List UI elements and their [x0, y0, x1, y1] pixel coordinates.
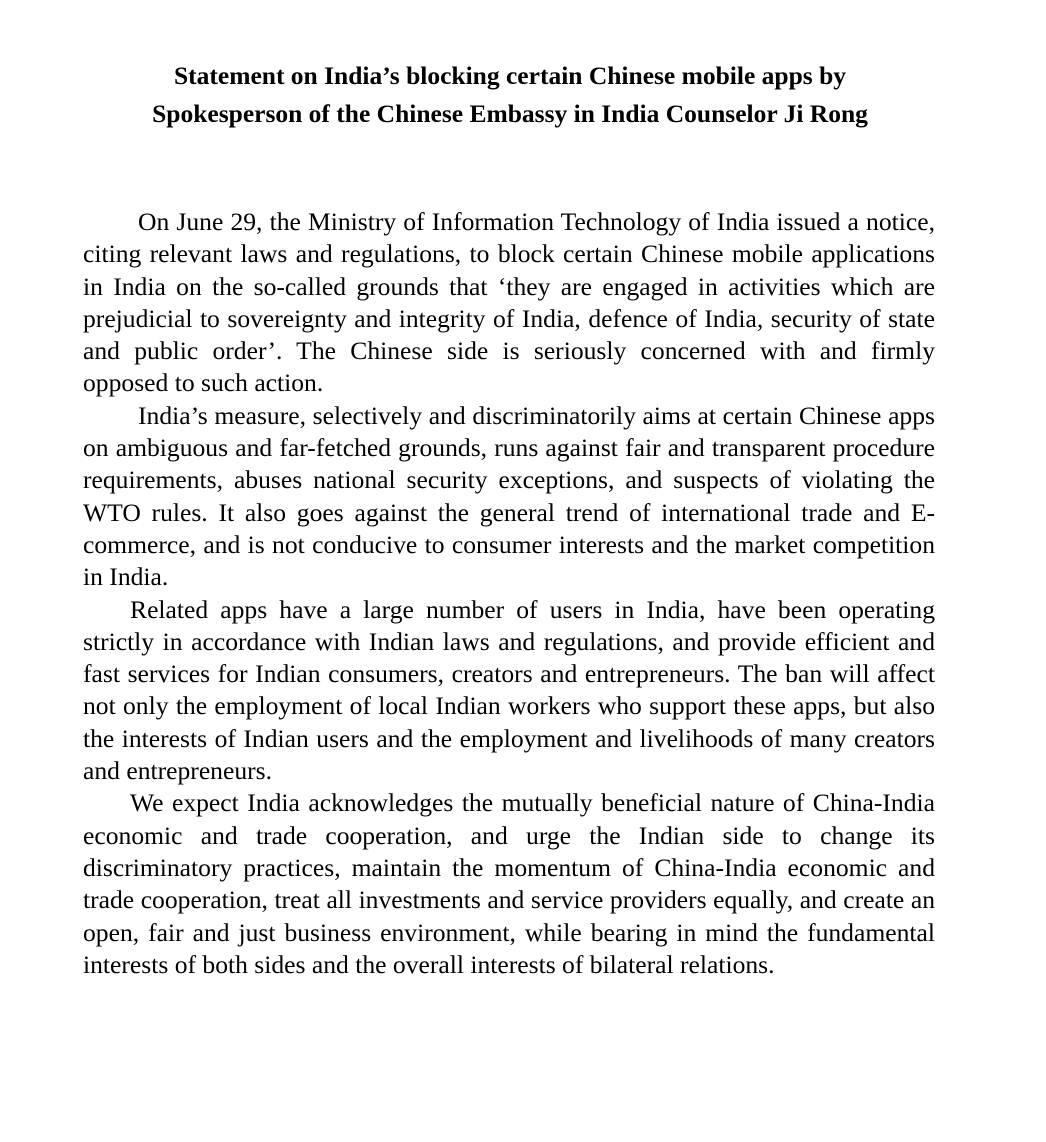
paragraph-wto-concerns: India’s measure, selectively and discriminatorily aims at certain Chinese apps on ambiguous and far-fetched grounds, runs against fair and transparent procedure requirements, abuses national security exceptions, and suspects of violating the WTO rules. It also goes against the general trend of international trade and E-commerce, and is not conducive to consumer interests and the market competition in India.	[83, 400, 935, 592]
document-title	[40, 57, 980, 133]
paragraph-expectations: We expect India acknowledges the mutually beneficial nature of China-India economic and trade cooperation, and urge the Indian side to change its discriminatory practices, maintain the momentum of China-India economic and trade cooperation, treat all investments and service providers equally, and create an open, fair and just business environment, while bearing in mind the fundamental interests of both sides and the overall interests of bilateral relations.	[83, 788, 935, 979]
document-title-line-2: Spokesperson of the Chinese Embassy in India Counselor Ji Rong	[152, 99, 868, 128]
paragraph-users-impact: Related apps have a large number of users in India, have been operating strictly in accordance with Indian laws and regulations, and provide efficient and fast services for Indian consumers, creators and entrepreneurs. The ban will affect not only the employment of local Indian workers who support these apps, but also the interests of Indian users and the employment and livelihoods of many creators and entrepreneurs.	[83, 594, 935, 786]
document-title-line-1: Statement on India’s blocking certain Chinese mobile apps by	[173, 61, 847, 90]
document-body	[83, 206, 935, 981]
paragraph-ban-notice: On June 29, the Ministry of Information Technology of India issued a notice, citing relevant laws and regulations, to block certain Chinese mobile applications in India on the so-called grounds that ‘they are engaged in activities which are prejudicial to sovereignty and integrity of India, defence of India, security of state and public order’. The Chinese side is seriously concerned with and firmly opposed to such action.	[83, 207, 935, 398]
